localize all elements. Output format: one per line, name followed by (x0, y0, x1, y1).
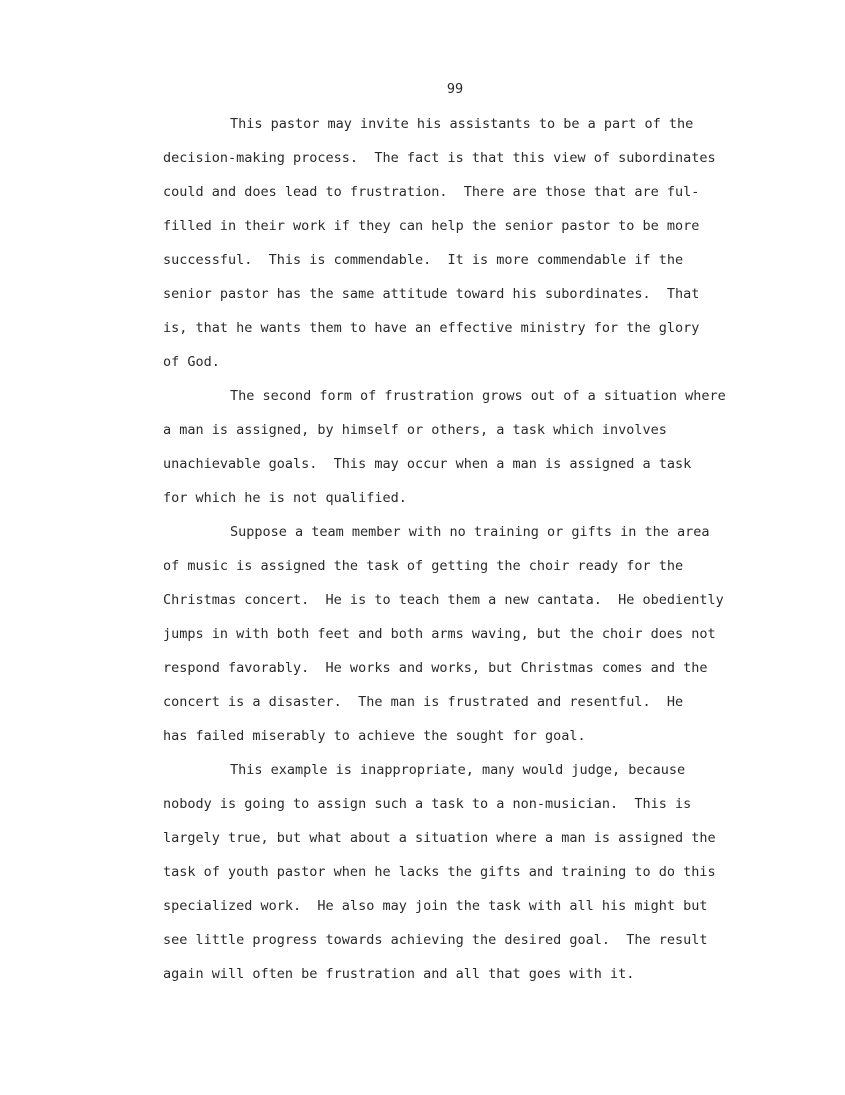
text-line: jumps in with both feet and both arms waving, but the choir does not (163, 626, 716, 642)
text-line: successful. This is commendable. It is more commendable if the (163, 252, 684, 268)
text-line: senior pastor has the same attitude toward his subordinates. That (163, 286, 700, 302)
text-line: of music is assigned the task of getting the choir ready for the (163, 558, 684, 574)
text-line: nobody is going to assign such a task to a non-musician. This is (163, 796, 692, 812)
text-line: Suppose a team member with no training or gifts in the area (230, 524, 710, 540)
text-line: This pastor may invite his assistants to be a part of the (230, 116, 694, 132)
text-line: Christmas concert. He is to teach them a new cantata. He obediently (163, 592, 724, 608)
text-line: task of youth pastor when he lacks the gifts and training to do this (163, 864, 716, 880)
text-line: concert is a disaster. The man is frustrated and resentful. He (163, 694, 684, 710)
text-line: has failed miserably to achieve the sought for goal. (163, 728, 586, 744)
text-line: largely true, but what about a situation where a man is assigned the (163, 830, 716, 846)
text-line: could and does lead to frustration. There are those that are ful- (163, 184, 700, 200)
text-line: This example is inappropriate, many would judge, because (230, 762, 686, 778)
text-line: respond favorably. He works and works, but Christmas comes and the (163, 660, 708, 676)
body-text (163, 112, 773, 996)
page-number: 99 (446, 81, 464, 97)
text-line: The second form of frustration grows out of a situation where (230, 388, 726, 404)
text-line: unachievable goals. This may occur when a man is assigned a task (163, 456, 692, 472)
text-line: filled in their work if they can help the senior pastor to be more (163, 218, 700, 234)
text-line: specialized work. He also may join the task with all his might but (163, 898, 708, 914)
text-line: is, that he wants them to have an effective ministry for the glory (163, 320, 700, 336)
text-line: a man is assigned, by himself or others, a task which involves (163, 422, 667, 438)
text-line: see little progress towards achieving the desired goal. The result (163, 932, 708, 948)
text-line: decision-making process. The fact is that this view of subordinates (163, 150, 716, 166)
text-line: again will often be frustration and all that goes with it. (163, 966, 635, 982)
text-line: for which he is not qualified. (163, 490, 407, 506)
text-line: of God. (163, 354, 220, 370)
